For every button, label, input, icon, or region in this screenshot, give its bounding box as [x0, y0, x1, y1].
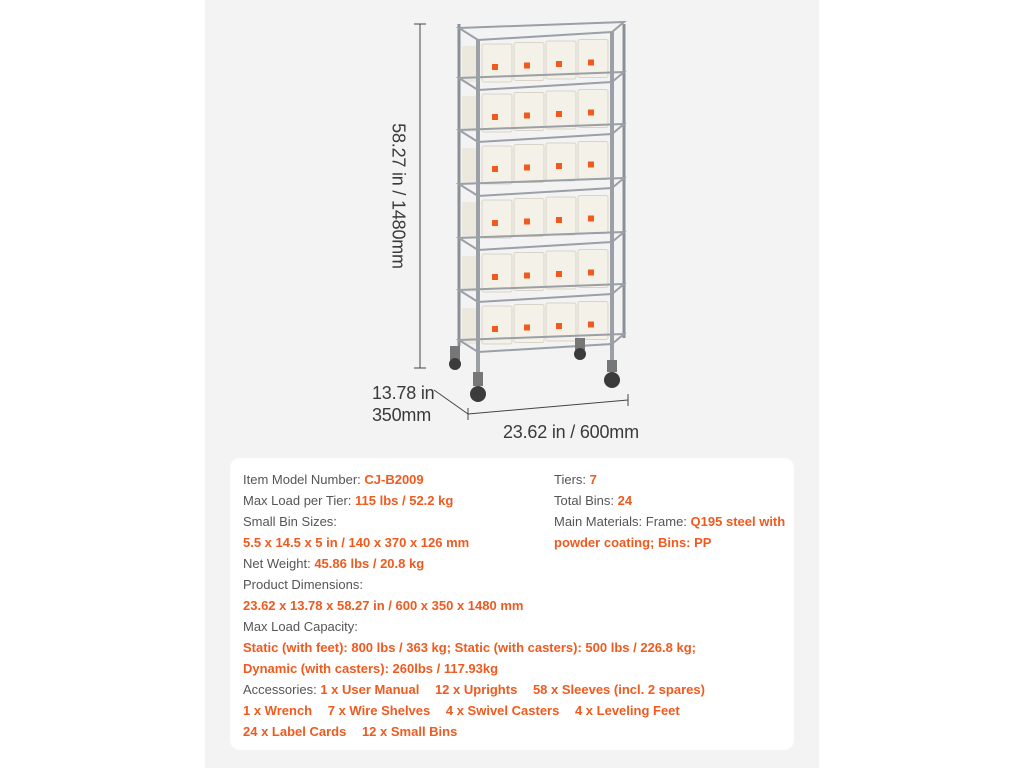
- storage-bin: [482, 254, 512, 292]
- storage-bin: [546, 251, 576, 289]
- spec-label: Small Bin Sizes:: [243, 514, 337, 529]
- spec-max-load-tier: [243, 493, 453, 509]
- spec-value: Q195 steel with: [690, 514, 786, 529]
- spec-accessories-row2: [243, 703, 680, 719]
- storage-bin: [514, 145, 544, 183]
- bin-label-card: [556, 271, 562, 277]
- spec-accessories-row1: [243, 682, 705, 698]
- spec-value: 7: [589, 472, 597, 487]
- bin-label-card: [492, 220, 498, 226]
- spec-value: powder coating; Bins: PP: [554, 535, 712, 550]
- bin-label-card: [492, 64, 498, 70]
- accessory-item: 1 x User Manual: [320, 682, 420, 697]
- bin-label-card: [524, 325, 530, 331]
- accessory-item: 12 x Small Bins: [361, 724, 458, 739]
- accessory-item: 4 x Leveling Feet: [574, 703, 680, 718]
- spec-label: Accessories:: [243, 682, 317, 697]
- bin-label-card: [556, 323, 562, 329]
- spec-materials-cont: [554, 535, 711, 551]
- storage-bin: [482, 146, 512, 184]
- spec-max-load-cap-line1: [243, 640, 696, 656]
- spec-label: Max Load per Tier:: [243, 493, 352, 508]
- spec-net-weight: [243, 556, 424, 572]
- spec-total-bins: [554, 493, 632, 509]
- bin-label-card: [524, 219, 530, 225]
- spec-model: [243, 472, 424, 488]
- spec-value: 115 lbs / 52.2 kg: [355, 493, 454, 508]
- bin-label-card: [492, 326, 498, 332]
- spec-value: 24: [617, 493, 633, 508]
- spec-label: Product Dimensions:: [243, 577, 363, 592]
- accessory-item: 7 x Wire Shelves: [327, 703, 431, 718]
- caster-wheels: [449, 338, 620, 402]
- bin-label-card: [556, 111, 562, 117]
- bin-label-card: [556, 217, 562, 223]
- spec-label: Tiers:: [554, 472, 587, 487]
- bin-label-card: [524, 165, 530, 171]
- storage-bin: [578, 90, 608, 128]
- spec-value: 5.5 x 14.5 x 5 in / 140 x 370 x 126 mm: [243, 535, 470, 550]
- spec-label: Max Load Capacity:: [243, 619, 358, 634]
- spec-product-dim-value: [243, 598, 523, 614]
- depth-dimension-label: [372, 382, 434, 426]
- product-image: [205, 0, 819, 452]
- storage-bin: [482, 94, 512, 132]
- bin-label-card: [588, 216, 594, 222]
- storage-bin: [546, 197, 576, 235]
- bin-label-card: [588, 162, 594, 168]
- spec-tiers: [554, 472, 597, 488]
- depth-mm-label: 350mm: [372, 405, 432, 425]
- spec-label: Main Materials: Frame:: [554, 514, 687, 529]
- storage-bin: [546, 143, 576, 181]
- spec-value: Dynamic (with casters): 260lbs / 117.93kg: [243, 661, 499, 676]
- accessory-item: 12 x Uprights: [434, 682, 518, 697]
- bin-label-card: [492, 114, 498, 120]
- accessory-item: 24 x Label Cards: [243, 724, 347, 739]
- accessory-item: 1 x Wrench: [243, 703, 313, 718]
- spec-product-dim-label: [243, 577, 363, 593]
- storage-bin: [578, 142, 608, 180]
- spec-max-load-cap-label: [243, 619, 358, 635]
- bin-label-card: [556, 163, 562, 169]
- spec-small-bin-label: [243, 514, 337, 530]
- storage-bin: [514, 199, 544, 237]
- spec-accessories-row3: [243, 724, 457, 740]
- accessory-item: 4 x Swivel Casters: [445, 703, 560, 718]
- spec-value: CJ-B2009: [364, 472, 424, 487]
- bin-label-card: [588, 322, 594, 328]
- spec-small-bin-value: [243, 535, 469, 551]
- storage-bin: [578, 250, 608, 288]
- depth-in-label: 13.78 in: [372, 383, 435, 403]
- bin-label-card: [492, 166, 498, 172]
- spec-value: Static (with feet): 800 lbs / 363 kg; Static (with casters): 500 lbs / 226.8 kg;: [243, 640, 696, 655]
- spec-materials: [554, 514, 785, 530]
- storage-bin: [482, 200, 512, 238]
- storage-bin: [578, 196, 608, 234]
- spec-label: Net Weight:: [243, 556, 311, 571]
- spec-label: Item Model Number:: [243, 472, 361, 487]
- storage-bin: [514, 93, 544, 131]
- spec-value: 45.86 lbs / 20.8 kg: [314, 556, 425, 571]
- bin-label-card: [524, 273, 530, 279]
- storage-bin: [514, 253, 544, 291]
- bin-label-card: [524, 113, 530, 119]
- spec-label: Total Bins:: [554, 493, 614, 508]
- bin-label-card: [492, 274, 498, 280]
- bin-label-card: [556, 61, 562, 67]
- accessory-item: 58 x Sleeves (incl. 2 spares): [532, 682, 705, 697]
- bin-label-card: [588, 60, 594, 66]
- spec-max-load-cap-line2: [243, 661, 498, 677]
- bin-label-card: [588, 110, 594, 116]
- bin-label-card: [524, 63, 530, 69]
- spec-value: 23.62 x 13.78 x 58.27 in / 600 x 350 x 1480 mm: [243, 598, 524, 613]
- wire-shelf: [459, 22, 624, 40]
- width-dimension-label: 23.62 in / 600mm: [503, 422, 639, 442]
- bin-label-card: [588, 270, 594, 276]
- height-dimension-label: 58.27 in / 1480mm: [388, 123, 409, 269]
- storage-bin: [546, 91, 576, 129]
